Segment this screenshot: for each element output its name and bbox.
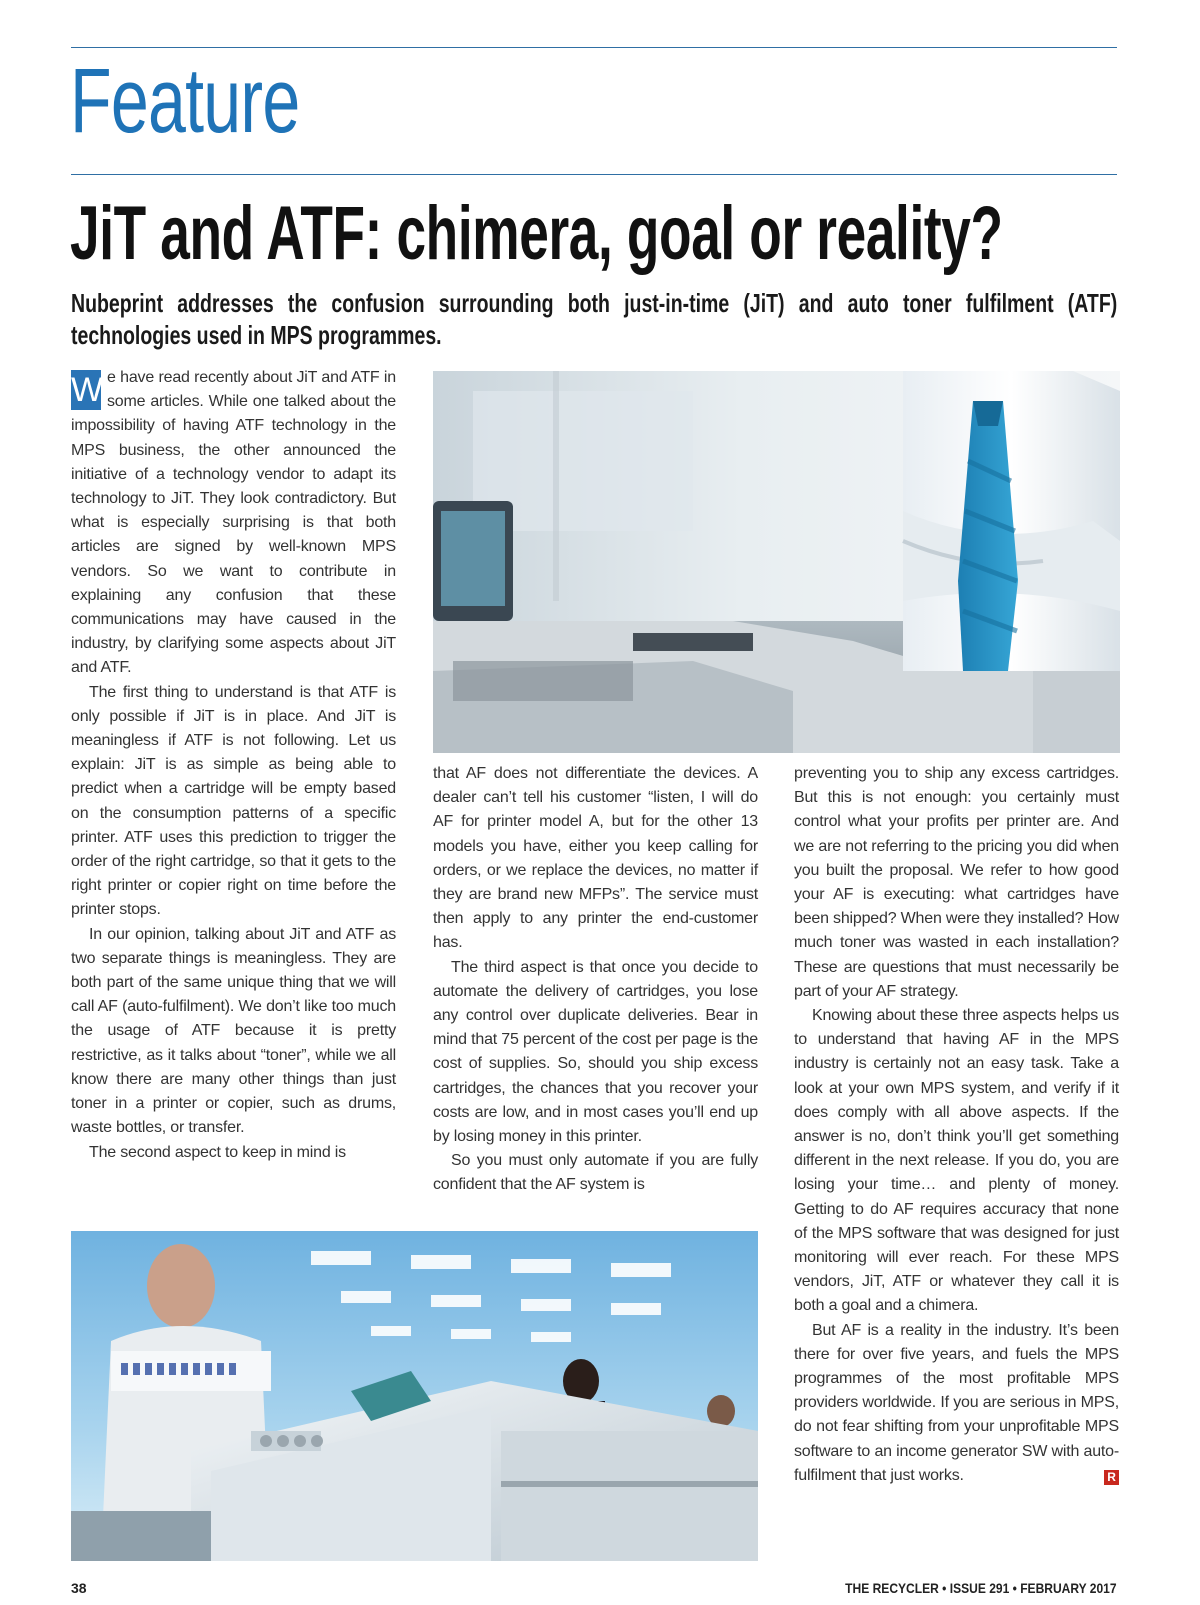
- article-standfirst: Nubeprint addresses the confusion surrounding both just-in-time (JiT) and auto toner fulfilment (ATF) technologies used in MPS programmes.: [71, 288, 1118, 350]
- paragraph: that AF does not differentiate the devices. A dealer can’t tell his customer “listen, I will do AF for printer model A, but for the other 13 models you have, either you keep calling for orders, or we replace the devices, no matter if they are brand new MFPs”. The service must then apply to any printer the end-customer has.: [433, 765, 758, 952]
- paragraph: The first thing to understand is that ATF is only possible if JiT is in place. And JiT is meaningless if ATF is not following. Let us explain: JiT is as simple as being able to predict when a cartridge will be empty based on the consumption patterns of a specific printer. ATF uses this prediction to trigger the order of the right cartridge, so that it gets to the right printer or copier right on time before the printer stops.: [71, 683, 396, 919]
- top-rule: [71, 47, 1117, 48]
- paragraph-text: e have read recently about JiT and ATF in some articles. While one talked about the impossibility of having ATF technology in the MPS business, the other announced the initiative of a technology vendor to adapt its technology to JiT. They look contradictory. But what is especially surprising is that both articles are signed by well-known MPS vendors. So we want to contribute in explaining any confusion that these communications may have caused in the industry, by clarifying some aspects about JiT and ATF.: [71, 369, 396, 677]
- article-headline: JiT and ATF: chimera, goal or reality?: [70, 191, 1003, 276]
- businessman-copier-photo: [433, 371, 1120, 753]
- paragraph-text: But AF is a reality in the industry. It’s been there for over five years, and fuels the MPS programmes of the most profitable MPS providers worldwide. If you are serious in MPS, do not fear shifting from your unprofitable MPS software to an income generator SW with auto-fulfilment that just works.: [794, 1321, 1119, 1484]
- paragraph-intro: [71, 366, 396, 681]
- paragraph: The second aspect to keep in mind is: [89, 1143, 346, 1161]
- article-column-2: [433, 762, 758, 1198]
- paragraph: [794, 1319, 1119, 1488]
- paragraph: Knowing about these three aspects helps us to understand that having AF in the MPS industry is certainly not an easy task. Take a look at your own MPS system, and verify if it does comply with all above aspects. If the answer is no, don’t think you’ll get something different in the next release. If you do, you are losing your time… and plenty of money. Getting to do AF requires accuracy that none of the MPS software that was designed for just monitoring will ever reach. For these MPS vendors, JiT, ATF or whatever they call it is both a goal and a chimera.: [794, 1007, 1119, 1315]
- paragraph: In our opinion, talking about JiT and ATF as two separate things is meaningless. They are both part of the same unique thing that we will call AF (auto-fulfilment). We don’t like too much the usage of ATF because it is pretty restrictive, as it talks about “toner”, while we all know there are many other things than just toner in a printer or copier, such as drums, waste bottles, or transfer.: [71, 925, 396, 1137]
- paragraph: preventing you to ship any excess cartridges. But this is not enough: you certainly must control what your profits per printer are. And we are not referring to the pricing you did when you built the proposal. We refer to how good your AF is executing: what cartridges have been shipped? When were they installed? How much toner was wasted in each installation? These are questions that must necessarily be part of your AF strategy.: [794, 765, 1119, 1000]
- standfirst-wrapper: [71, 287, 1117, 351]
- drop-cap: W: [71, 371, 103, 409]
- end-mark-icon: R: [1104, 1470, 1119, 1485]
- paragraph: So you must only automate if you are fully confident that the AF system is: [433, 1152, 758, 1194]
- publication-footer: THE RECYCLER • ISSUE 291 • FEBRUARY 2017: [845, 1580, 1117, 1596]
- article-column-3: [794, 762, 1119, 1488]
- article-column-1: [71, 366, 396, 1165]
- section-title: Feature: [70, 50, 300, 152]
- page-number: 38: [71, 1580, 87, 1596]
- paragraph: The third aspect is that once you decide to automate the delivery of cartridges, you lose any control over duplicate deliveries. Bear in mind that 75 percent of the cost per page is the cost of supplies. So, should you ship excess cartridges, the chances that you recover your costs are low, and in most cases you’ll end up by losing money in this printer.: [433, 958, 758, 1146]
- section-rule: [71, 174, 1117, 175]
- print-room-photo: [71, 1231, 758, 1561]
